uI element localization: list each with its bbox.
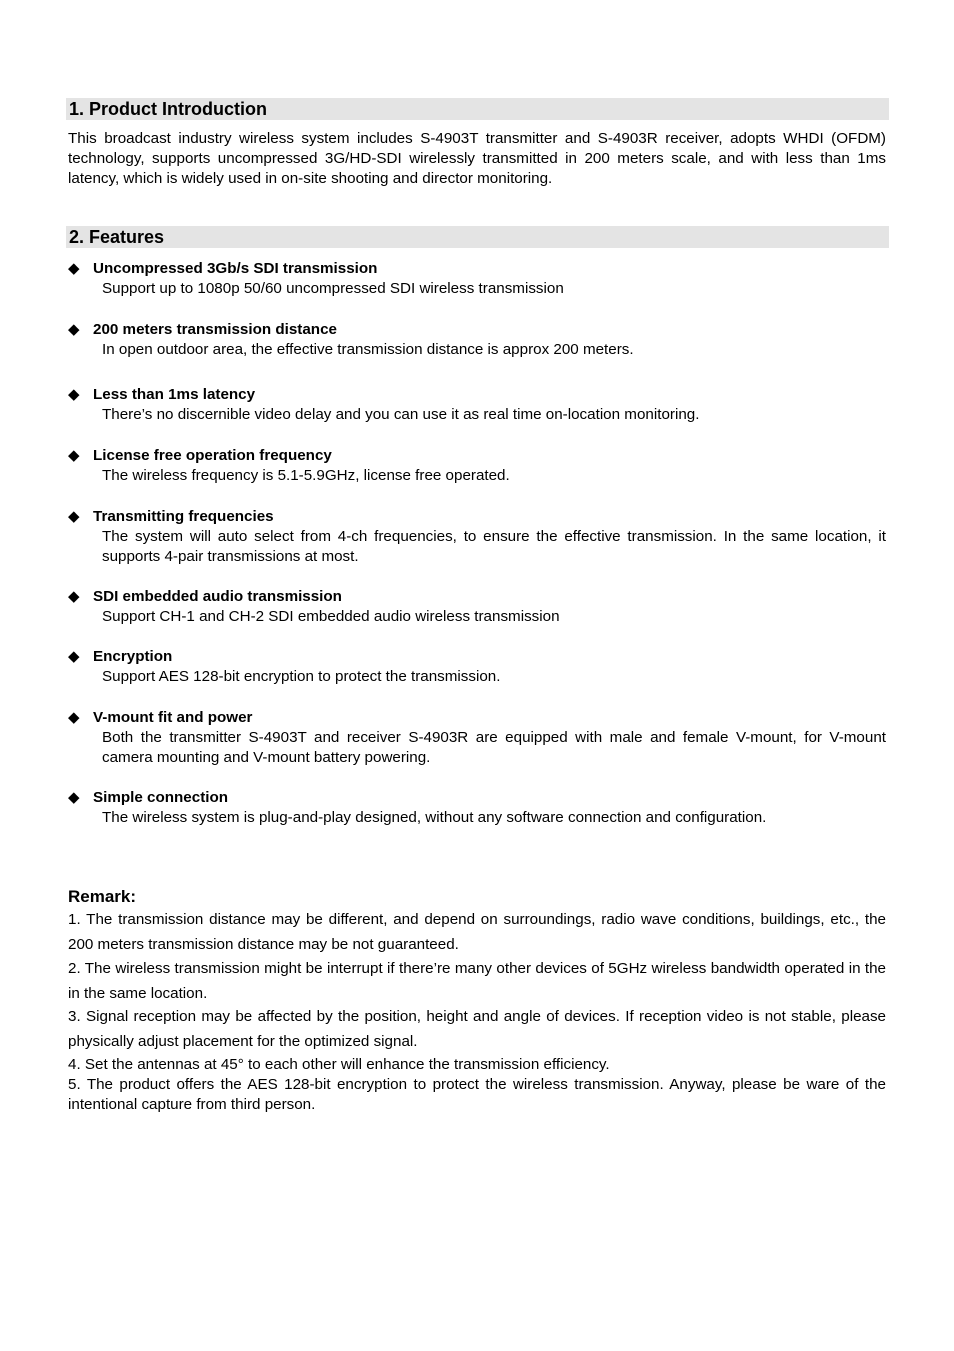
feature-title: Transmitting frequencies xyxy=(93,508,274,525)
feature-item xyxy=(68,446,886,486)
feature-item xyxy=(68,788,886,828)
feature-item xyxy=(68,259,886,299)
feature-title: SDI embedded audio transmission xyxy=(93,588,342,605)
feature-description: Support up to 1080p 50/60 uncompressed SDI wireless transmission xyxy=(102,280,564,297)
diamond-bullet-icon: ◆ xyxy=(68,709,80,726)
feature-title: Less than 1ms latency xyxy=(93,386,256,403)
remark-item: 1. The transmission distance may be different, and depend on surroundings, radio wave conditions, buildings, etc., the 200 meters transmission distance may be not guaranteed. xyxy=(68,911,886,953)
feature-item xyxy=(68,647,886,687)
section-heading-product-introduction: 1. Product Introduction xyxy=(66,98,889,120)
feature-title: Simple connection xyxy=(93,789,229,806)
remark-item: 2. The wireless transmission might be interrupt if there’re many other devices of 5GHz wireless bandwidth operated in the in the same location. xyxy=(68,960,886,1002)
diamond-bullet-icon: ◆ xyxy=(68,386,80,403)
feature-title: Uncompressed 3Gb/s SDI transmission xyxy=(93,260,378,277)
feature-description: In open outdoor area, the effective transmission distance is approx 200 meters. xyxy=(102,341,634,358)
feature-item xyxy=(68,385,886,425)
diamond-bullet-icon: ◆ xyxy=(68,648,80,665)
feature-item xyxy=(68,507,886,567)
diamond-bullet-icon: ◆ xyxy=(68,508,80,525)
diamond-bullet-icon: ◆ xyxy=(68,789,80,806)
feature-description: Both the transmitter S-4903T and receiver S-4903R are equipped with male and female V-mount, for V-mount camera mounting and V-mount battery powering. xyxy=(102,729,886,766)
feature-description: The wireless system is plug-and-play designed, without any software connection and configuration. xyxy=(102,809,767,826)
diamond-bullet-icon: ◆ xyxy=(68,588,80,605)
feature-title: V-mount fit and power xyxy=(93,709,253,726)
feature-item xyxy=(68,587,886,627)
remark-item: 4. Set the antennas at 45° to each other will enhance the transmission efficiency. xyxy=(68,1056,610,1073)
feature-title: Encryption xyxy=(93,648,173,665)
feature-description: The wireless frequency is 5.1-5.9GHz, license free operated. xyxy=(102,467,510,484)
feature-description: The system will auto select from 4-ch frequencies, to ensure the effective transmission. In the same location, it supports 4-pair transmissions at most. xyxy=(102,528,886,565)
intro-paragraph: This broadcast industry wireless system includes S-4903T transmitter and S-4903R receiver, adopts WHDI (OFDM) technology, supports uncompressed 3G/HD-SDI wirelessly transmitted in 200 meters scale, and with less than 1ms latency, which is widely used in on-site shooting and director monitoring. xyxy=(68,130,886,187)
diamond-bullet-icon: ◆ xyxy=(68,260,80,277)
diamond-bullet-icon: ◆ xyxy=(68,321,80,338)
feature-description: There’s no discernible video delay and you can use it as real time on-location monitoring. xyxy=(102,406,700,423)
feature-description: Support CH-1 and CH-2 SDI embedded audio wireless transmission xyxy=(102,608,560,625)
remark-title: Remark: xyxy=(68,887,137,906)
diamond-bullet-icon: ◆ xyxy=(68,447,80,464)
section-heading-features: 2. Features xyxy=(66,226,889,248)
feature-description: Support AES 128-bit encryption to protect the transmission. xyxy=(102,668,501,685)
remark-item: 3. Signal reception may be affected by the position, height and angle of devices. If reception video is not stable, please physically adjust placement for the optimized signal. xyxy=(68,1008,886,1050)
feature-item xyxy=(68,708,886,768)
feature-title: 200 meters transmission distance xyxy=(93,321,337,338)
remark-item: 5. The product offers the AES 128-bit encryption to protect the wireless transmission. Anyway, please be ware of the intentional capture from third person. xyxy=(68,1076,886,1113)
feature-item xyxy=(68,320,886,360)
feature-title: License free operation frequency xyxy=(93,447,332,464)
